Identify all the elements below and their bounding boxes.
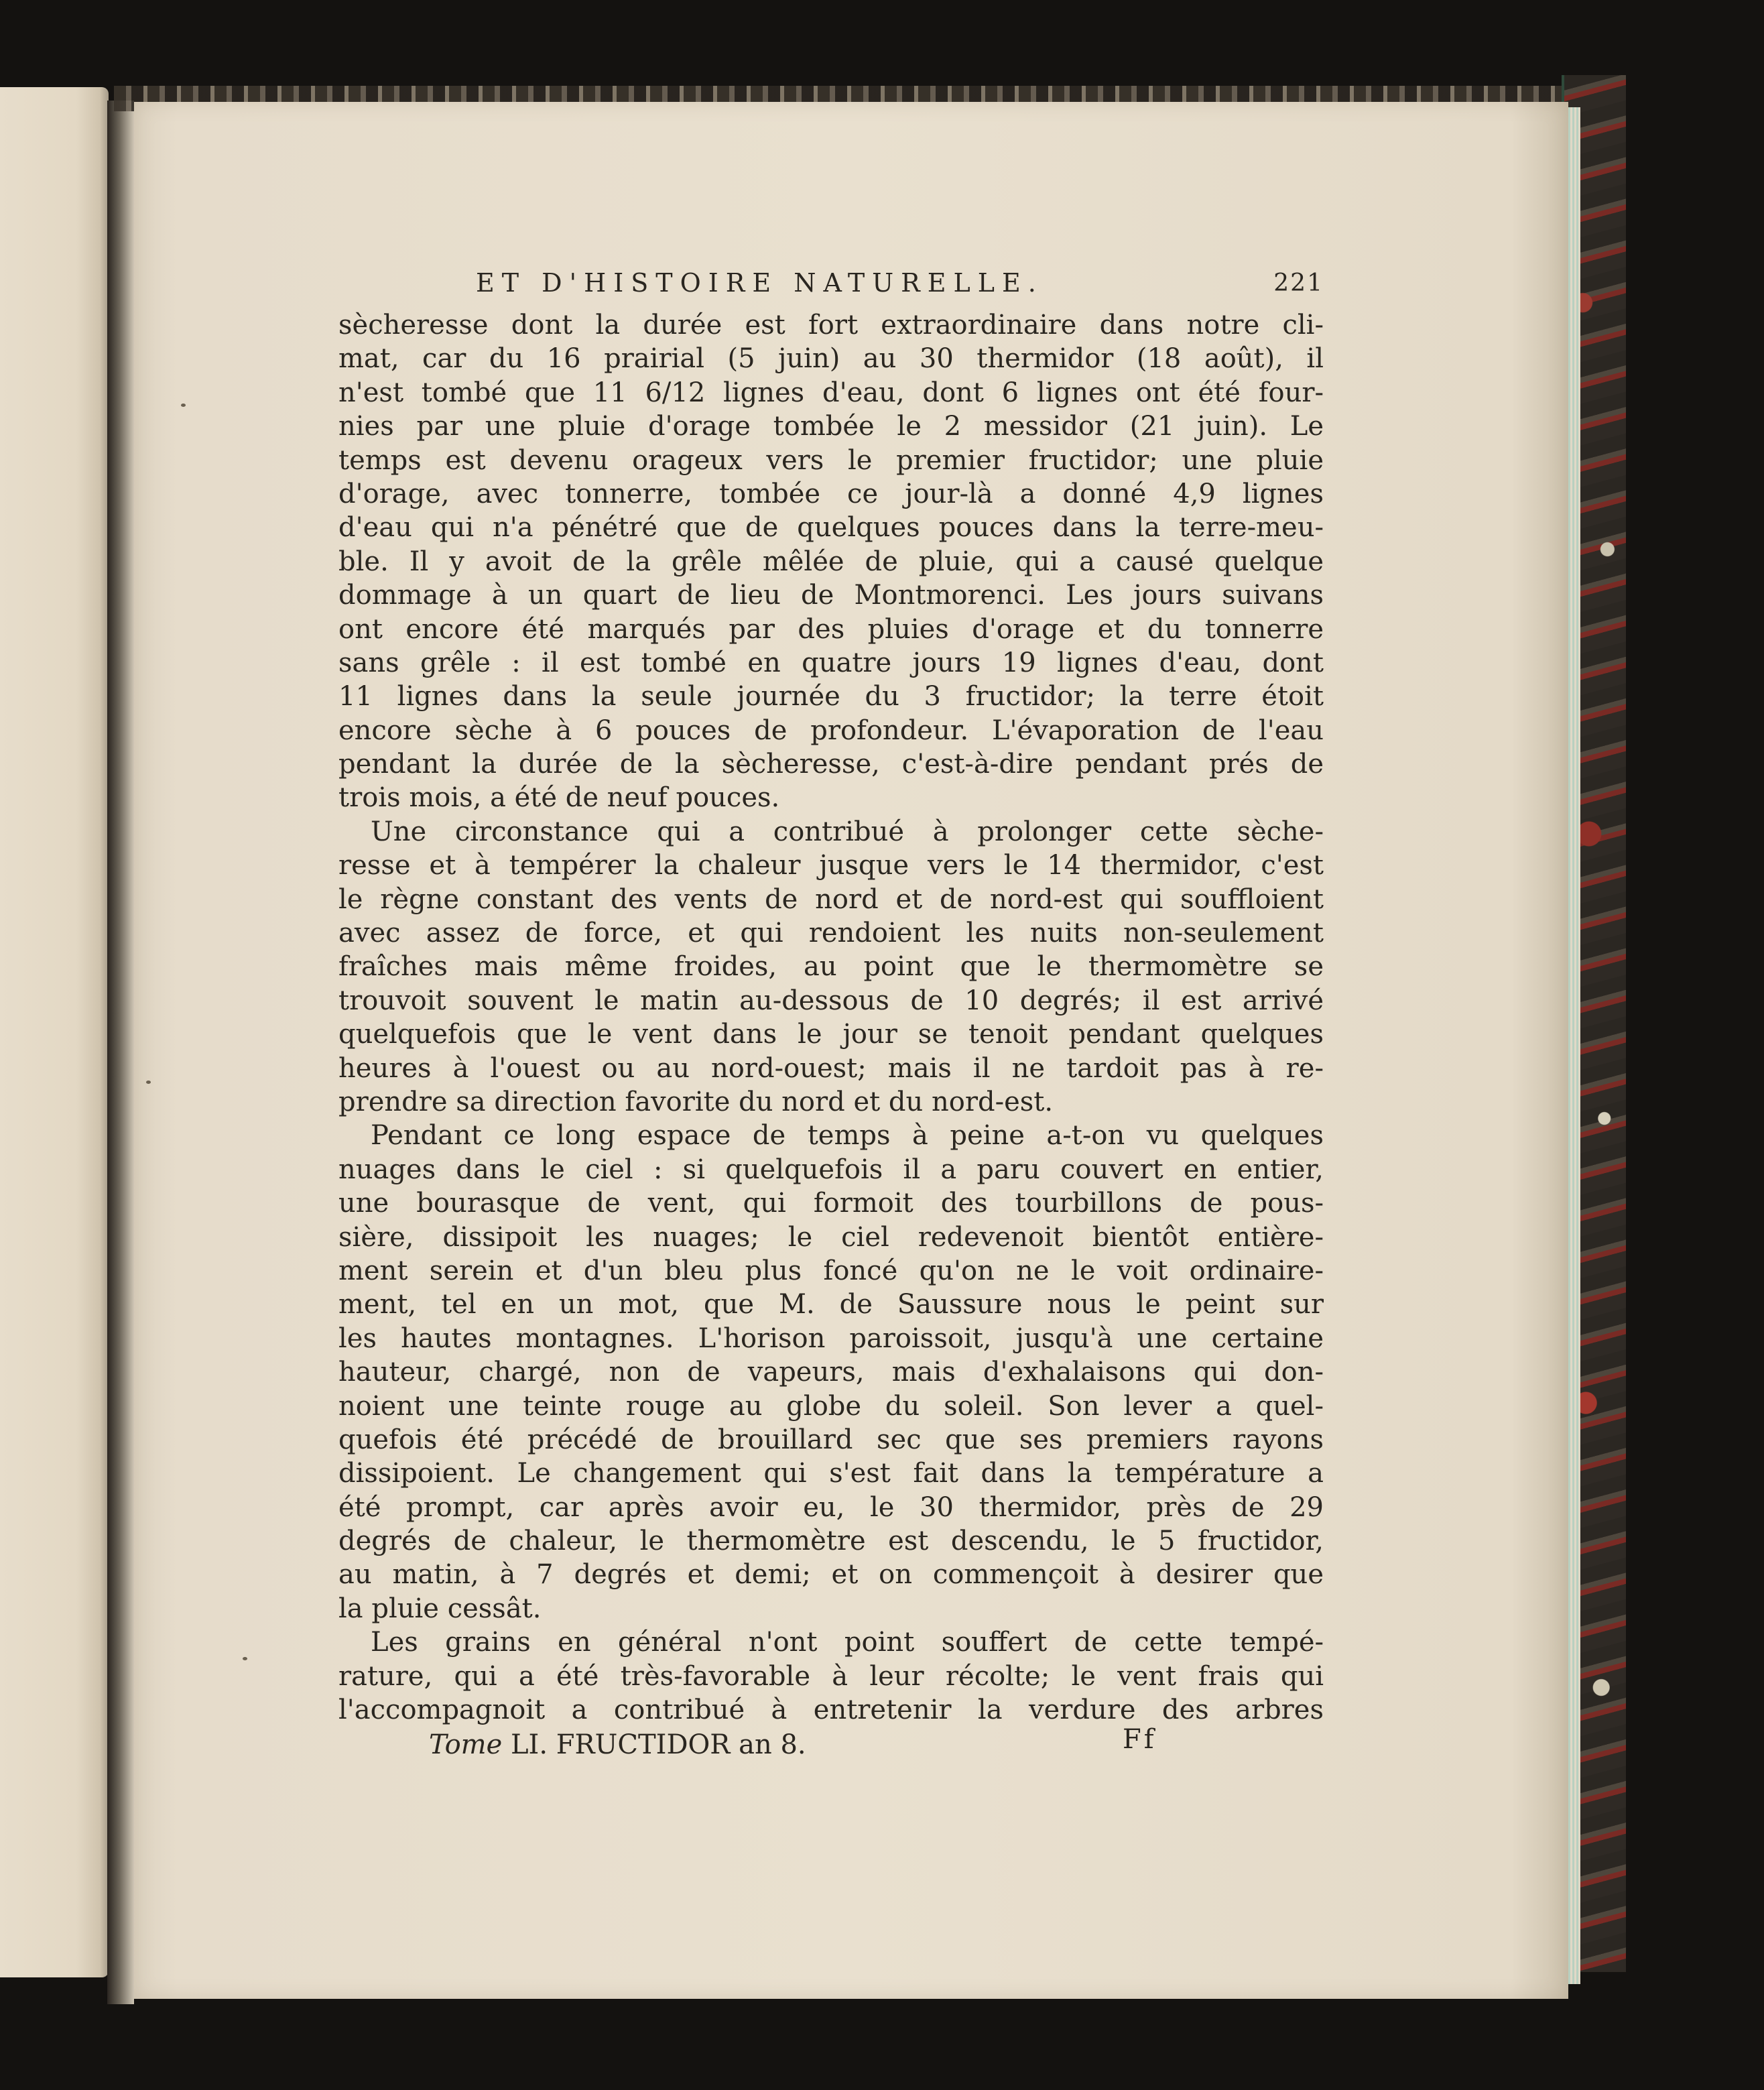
paragraph [338,308,1324,815]
text-line: Les grains en général n'ont point souffert de cette tempé- [371,1627,1324,1658]
paper-fleck [243,1657,247,1660]
page-footer [338,1724,1324,1770]
text-line: temps est devenu orageux vers le premier fructidor; une pluie [338,444,1324,476]
volume-line [429,1729,806,1760]
paragraph [338,815,1324,1119]
text-line: degrés de chaleur, le thermomètre est descendu, le 5 fructidor, [338,1526,1324,1557]
month-year: FRUCTIDOR an 8. [548,1729,806,1761]
text-line: hauteur, chargé, non de vapeurs, mais d'exhalaisons qui don- [338,1357,1324,1388]
text-line: trouvoit souvent le matin au-dessous de 10 degrés; il est arrivé [338,985,1324,1016]
text-line: trois mois, a été de neuf pouces. [338,782,780,814]
text-line: ment serein et d'un bleu plus foncé qu'on ne le voit ordinaire- [338,1255,1324,1286]
text-line: d'orage, avec tonnerre, tombée ce jour-là a donné 4,9 lignes [338,478,1324,509]
body-text [338,308,1324,1727]
text-line: les hautes montagnes. L'horison paroissoit, jusqu'à une certaine [338,1323,1324,1354]
text-line: l'accompagnoit a contribué à entretenir la verdure des arbres [338,1695,1324,1726]
text-line: n'est tombé que 11 6/12 lignes d'eau, dont 6 lignes ont été four- [338,377,1324,408]
text-line: quelquefois que le vent dans le jour se tenoit pendant quelques [338,1019,1324,1050]
text-line: le règne constant des vents de nord et de nord-est qui souffloient [338,883,1324,915]
paragraph [338,1119,1324,1625]
tome-label: Tome [429,1729,503,1761]
text-line: mat, car du 16 prairial (5 juin) au 30 thermidor (18 août), il [338,343,1324,375]
text-line: Pendant ce long espace de temps à peine a-t-on vu quelques [371,1120,1324,1152]
paragraph [338,1625,1324,1727]
text-line: prendre sa direction favorite du nord et du nord-est. [338,1086,1054,1117]
text-line: heures à l'ouest ou au nord-ouest; mais il ne tardoit pas à re- [338,1052,1324,1084]
tome-number: LI. [502,1729,548,1761]
paper-fleck [181,404,186,407]
text-line: sècheresse dont la durée est fort extraordinaire dans notre cli- [338,310,1324,341]
book-gutter [107,101,134,2004]
text-line: dissipoient. Le changement qui s'est fait dans la température a [338,1458,1324,1489]
text-line: dommage à un quart de lieu de Montmorenci. Les jours suivans [338,580,1324,611]
text-line: 11 lignes dans la seule journée du 3 fructidor; la terre étoit [338,681,1324,713]
text-line: sans grêle : il est tombé en quatre jours 19 lignes d'eau, dont [338,647,1324,678]
text-line: Une circonstance qui a contribué à prolonger cette sèche- [371,816,1324,847]
page-fore-edge [1568,107,1580,1984]
page-text [338,268,1324,1770]
text-line: encore sèche à 6 pouces de profondeur. L'évaporation de l'eau [338,715,1324,746]
text-line: sière, dissipoit les nuages; le ciel redevenoit bientôt entière- [338,1221,1324,1253]
text-line: la pluie cessât. [338,1593,542,1624]
text-line: ont encore été marqués par des pluies d'orage et du tonnerre [338,613,1324,645]
text-line: nuages dans le ciel : si quelquefois il a paru couvert en entier, [338,1154,1324,1185]
signature-mark: Ff [1123,1724,1157,1756]
text-line: noient une teinte rouge au globe du soleil. Son lever a quel- [338,1390,1324,1422]
text-line: nies par une pluie d'orage tombée le 2 messidor (21 juin). Le [338,411,1324,442]
text-line: resse et à tempérer la chaleur jusque vers le 14 thermidor, c'est [338,850,1324,881]
text-line: fraîches mais même froides, au point que le thermomètre se [338,951,1324,983]
text-line: rature, qui a été très-favorable à leur récolte; le vent frais qui [338,1660,1324,1692]
text-line: quefois été précédé de brouillard sec que ses premiers rayons [338,1424,1324,1455]
running-head [338,268,1324,308]
text-line: ble. Il y avoit de la grêle mêlée de pluie, qui a causé quelque [338,546,1324,577]
text-line: pendant la durée de la sècheresse, c'est-à-dire pendant prés de [338,749,1324,780]
text-line: une bourasque de vent, qui formoit des tourbillons de pous- [338,1188,1324,1219]
text-line: au matin, à 7 degrés et demi; et on commençoit à desirer que [338,1559,1324,1591]
text-line: avec assez de force, et qui rendoient les nuits non-seulement [338,918,1324,949]
text-line: d'eau qui n'a pénétré que de quelques pouces dans la terre-meu- [338,512,1324,544]
running-head-title: ET D'HISTOIRE NATURELLE. [476,268,1044,298]
text-line: ment, tel en un mot, que M. de Saussure nous le peint sur [338,1289,1324,1320]
text-line: été prompt, car après avoir eu, le 30 thermidor, près de 29 [338,1491,1324,1523]
paper-fleck [146,1081,151,1084]
page-number: 221 [1273,269,1324,297]
left-page-edge [0,87,109,1977]
